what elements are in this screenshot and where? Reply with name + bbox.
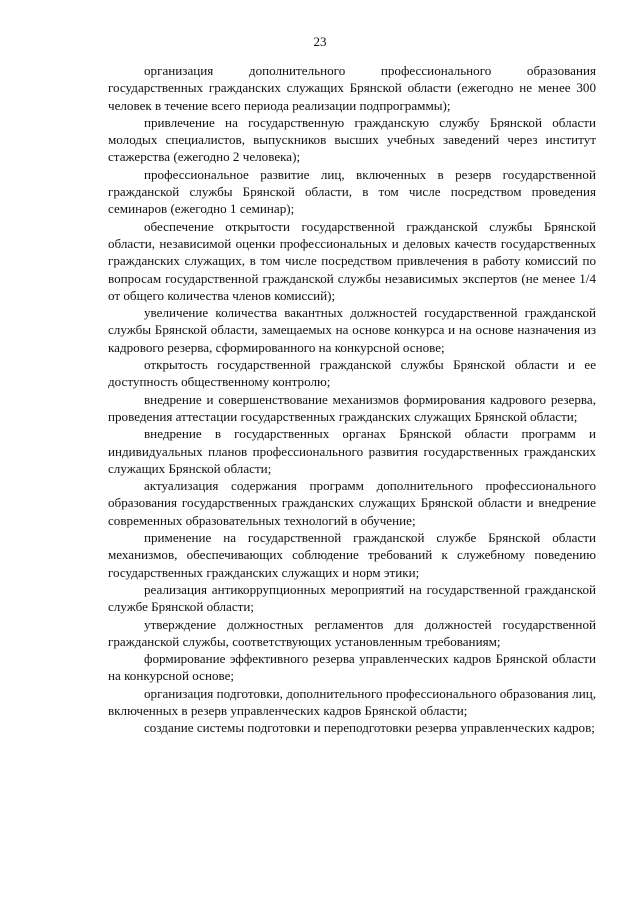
paragraph: открытость государственной гражданской службы Брянской области и ее доступность общественному контролю; [108,357,596,390]
paragraph: увеличение количества вакантных должностей государственной гражданской службы Брянской области, замещаемых на основе конкурса и на основе назначения из кадрового резерва, сформированного на конкурсной основе; [108,305,596,355]
paragraph: организация дополнительного профессионального образования государственных гражданских служащих Брянской области (ежегодно не менее 300 человек в течение всего периода реализации подпрограммы); [108,63,596,113]
body-text [108,62,596,737]
page-number: 23 [313,34,327,49]
paragraph: создание системы подготовки и переподготовки резерва управленческих кадров; [144,720,595,736]
paragraph: обеспечение открытости государственной гражданской службы Брянской области, независимой оценки профессиональных и деловых качеств государственных гражданских служащих, в том числе посредством привлечения в работу комиссий по вопросам государственной гражданской службы независимых экспертов (не менее 1/4 от общего количества членов комиссий); [108,218,596,303]
paragraph: внедрение в государственных органах Брянской области программ и индивидуальных планов профессионального развития государственных гражданских служащих Брянской области; [108,426,596,476]
paragraph: применение на государственной гражданской службе Брянской области механизмов, обеспечивающих соблюдение требований к служебному поведению государственных гражданских служащих и норм этики; [108,530,596,580]
paragraph: профессиональное развитие лиц, включенных в резерв государственной гражданской службы Брянской области, в том числе посредством проведения семинаров (ежегодно 1 семинар); [108,166,596,217]
paragraph: организация подготовки, дополнительного профессионального образования лиц, включенных в резерв управленческих кадров Брянской области; [108,685,596,718]
paragraph: утверждение должностных регламентов для должностей государственной гражданской службы, соответствующих установленным требованиям; [108,616,596,649]
paragraph: реализация антикоррупционных мероприятий на государственной гражданской службе Брянской области; [108,581,596,615]
paragraph: привлечение на государственную гражданскую службу Брянской области молодых специалистов, выпускников высших учебных заведений через институт стажерства (ежегодно 2 человека); [108,114,596,165]
paragraph: формирование эффективного резерва управленческих кадров Брянской области на конкурсной основе; [108,651,596,684]
paragraph: внедрение и совершенствование механизмов формирования кадрового резерва, проведения аттестации государственных гражданских служащих Брянской области; [108,391,596,424]
paragraph: актуализация содержания программ дополнительного профессионального образования государственных гражданских служащих Брянской области и внедрение современных образовательных технологий в обучение; [108,478,596,528]
